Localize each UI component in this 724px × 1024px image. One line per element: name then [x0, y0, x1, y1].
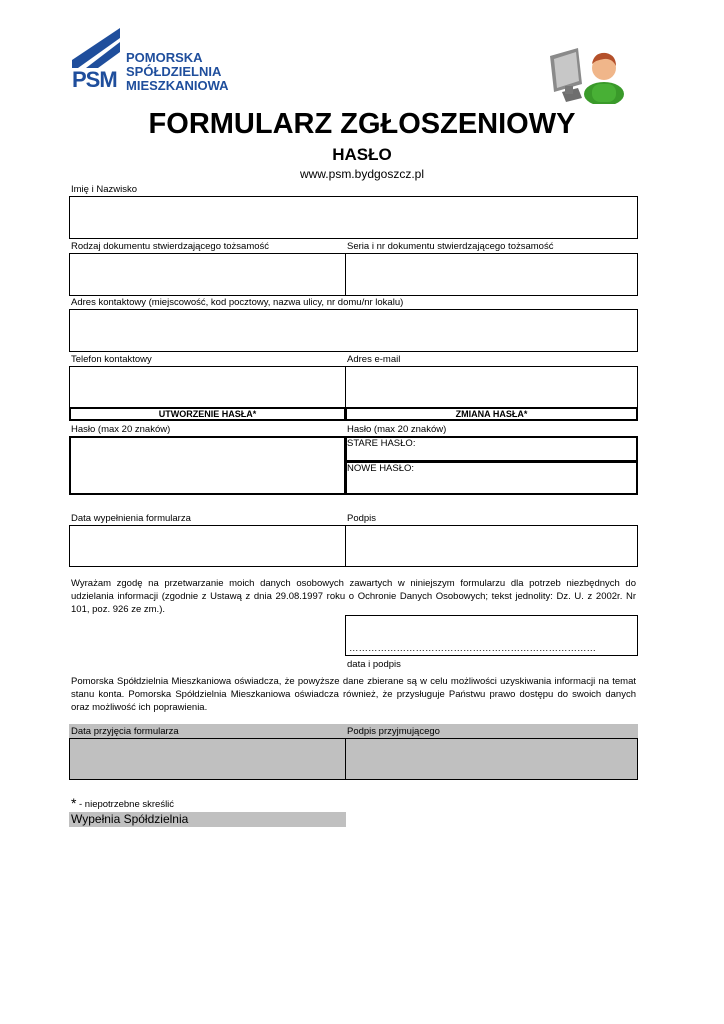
- fill-date-field[interactable]: [69, 525, 346, 567]
- filled-by-cooperative-label: Wypełnia Spółdzielnia: [71, 812, 189, 826]
- address-field[interactable]: [69, 309, 638, 352]
- new-password-label: NOWE HASŁO:: [347, 463, 415, 474]
- page-title: FORMULARZ ZGŁOSZENIOWY: [148, 108, 576, 140]
- logo-line-2: SPÓŁDZIELNIA: [126, 64, 222, 79]
- password-create-label: Hasło (max 20 znaków): [71, 424, 171, 435]
- password-change-label: Hasło (max 20 znaków): [347, 424, 447, 435]
- document-number-field[interactable]: [345, 253, 638, 296]
- footnote-star: *: [71, 795, 77, 811]
- logo-line-3: MIESZKANIOWA: [126, 78, 229, 93]
- logo-line-1: POMORSKA: [126, 50, 203, 65]
- document-type-label: Rodzaj dokumentu stwierdzającego tożsamość: [71, 241, 270, 252]
- website-url: www.psm.bydgoszcz.pl: [299, 167, 425, 181]
- document-type-field[interactable]: [69, 253, 346, 296]
- new-password-input[interactable]: [69, 436, 346, 495]
- date-and-signature-label: data i podpis: [347, 659, 401, 670]
- logo-abbreviation: PSM: [72, 67, 117, 92]
- logo-emblem-icon: [72, 28, 120, 68]
- signature-label: Podpis: [347, 513, 377, 524]
- old-password-label: STARE HASŁO:: [347, 438, 416, 449]
- signature-field[interactable]: [345, 525, 638, 567]
- password-create-title: UTWORZENIE HASŁA*: [158, 409, 257, 419]
- declaration-text: Pomorska Spółdzielnia Mieszkaniowa oświadcza, że powyższe dane zbierane są w celu możliwości uzyskiwania informacji na temat stanu konta. Pomorska Spółdzielnia Mieszkaniowa oświadcza również, że przysługuje Państwu prawo dostępu do swoich danych oraz możliwość ich poprawienia.: [71, 676, 636, 713]
- signature-dotted-line: ……………………………………………………………………: [349, 643, 596, 654]
- address-label: Adres kontaktowy (miejscowość, kod pocztowy, nazwa ulicy, nr domu/nr lokalu): [71, 297, 404, 308]
- page-subtitle: HASŁO: [332, 145, 392, 164]
- name-field[interactable]: [69, 196, 638, 239]
- email-label: Adres e-mail: [347, 354, 401, 365]
- phone-label: Telefon kontaktowy: [71, 354, 152, 365]
- receiver-signature-field[interactable]: [345, 738, 638, 780]
- receipt-date-label: Data przyjęcia formularza: [71, 726, 179, 737]
- computer-user-icon: [548, 38, 628, 104]
- receiver-signature-label: Podpis przyjmującego: [347, 726, 440, 737]
- name-label: Imię i Nazwisko: [71, 184, 137, 195]
- document-number-label: Seria i nr dokumentu stwierdzającego tożsamość: [347, 241, 554, 252]
- receipt-date-field[interactable]: [69, 738, 346, 780]
- consent-text: Wyrażam zgodę na przetwarzanie moich danych osobowych zawartych w niniejszym formularzu dla potrzeb niezbędnych do udzielania informacji (zgodnie z Ustawą z dnia 29.08.1997 roku o Ochronie Danych Osobowych; tekst jednolity: Dz. U. z 2002r. Nr 101, poz. 926 ze zm.).: [71, 578, 636, 615]
- psm-logo: [70, 28, 240, 94]
- email-field[interactable]: [345, 366, 638, 408]
- phone-field[interactable]: [69, 366, 346, 408]
- fill-date-label: Data wypełnienia formularza: [71, 513, 191, 524]
- footnote-text: - niepotrzebne skreślić: [79, 799, 175, 810]
- password-change-title: ZMIANA HASŁA*: [455, 409, 528, 419]
